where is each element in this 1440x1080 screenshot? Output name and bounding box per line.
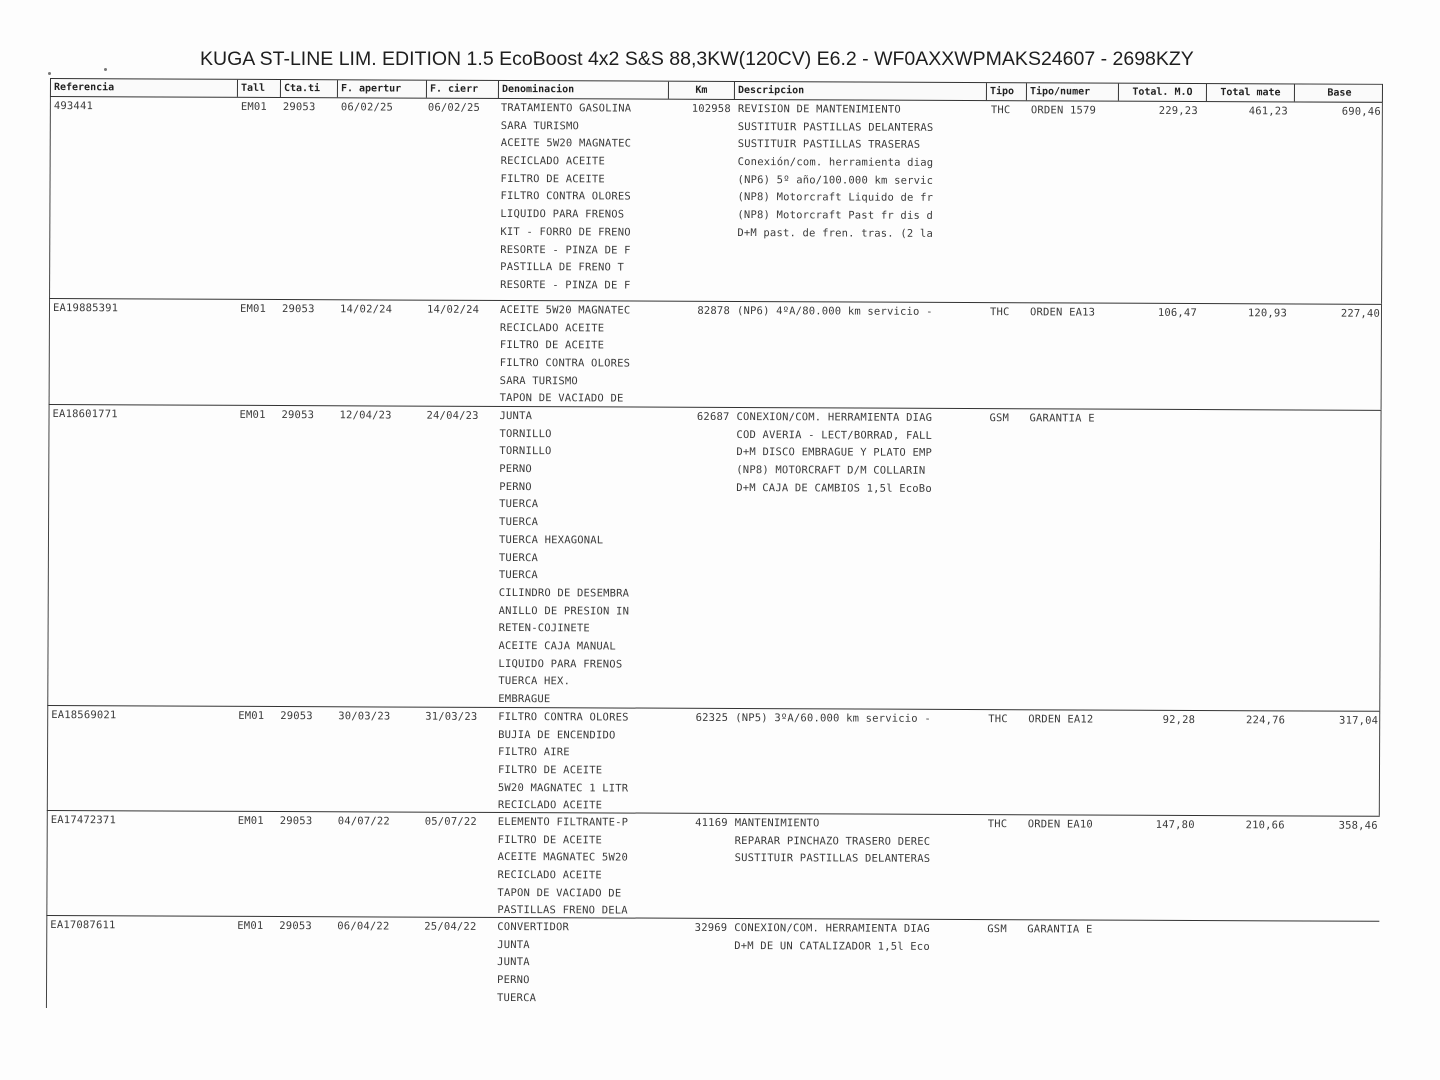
denominacion-item: TRATAMIENTO GASOLINA bbox=[500, 101, 632, 115]
table-row bbox=[47, 405, 1381, 712]
cell-km: 62325 bbox=[695, 711, 729, 724]
descripcion-item: (NP8) Motorcraft Past fr dis d bbox=[737, 209, 934, 222]
cell-taller: EM01 bbox=[240, 100, 267, 113]
cell-km: 41169 bbox=[695, 816, 728, 829]
denominacion-item: TUERCA bbox=[498, 551, 539, 564]
table-row bbox=[46, 811, 1379, 922]
denominacion-item: SARA TURISMO bbox=[499, 374, 578, 388]
descripcion-item: (NP5) 3ºA/60.000 km servicio - bbox=[735, 711, 931, 725]
cell-taller: EM01 bbox=[237, 919, 264, 932]
cell-fecha-apertura: 06/04/22 bbox=[337, 920, 390, 933]
descripcion-item: D+M DE UN CATALIZADOR 1,5l Eco bbox=[734, 939, 930, 953]
cell-cuenta: 29053 bbox=[279, 815, 313, 828]
header-fecha-apertura: F. apertur bbox=[337, 80, 426, 97]
denominacion-item: RESORTE - PINZA DE F bbox=[500, 278, 631, 292]
cell-fecha-apertura: 04/07/22 bbox=[337, 815, 390, 828]
table-row bbox=[49, 299, 1382, 411]
cell-tipo: THC bbox=[987, 818, 1008, 831]
cell-tipo-numero: GARANTIA E bbox=[1029, 412, 1095, 425]
cell-referencia: EA17472371 bbox=[50, 814, 117, 827]
denominacion-item: JUNTA bbox=[497, 938, 530, 951]
cell-taller: EM01 bbox=[238, 709, 265, 722]
cell-descripcion-list bbox=[735, 712, 931, 731]
cell-total-mo: 147,80 bbox=[1155, 818, 1195, 832]
cell-referencia: EA17087611 bbox=[50, 919, 116, 932]
denominacion-item: TORNILLO bbox=[499, 445, 552, 458]
denominacion-item: FILTRO DE ACEITE bbox=[497, 764, 603, 777]
denominacion-item: TUERCA bbox=[498, 569, 539, 582]
cell-base: 690,46 bbox=[1341, 105, 1381, 118]
header-fecha-cierre: F. cierr bbox=[426, 81, 498, 98]
cell-cuenta: 29053 bbox=[281, 303, 315, 316]
denominacion-item: ANILLO DE PRESION IN bbox=[498, 604, 630, 618]
denominacion-item: FILTRO DE ACEITE bbox=[499, 339, 605, 352]
cell-fecha-cierre: 31/03/23 bbox=[425, 710, 478, 723]
denominacion-item: EMBRAGUE bbox=[498, 692, 551, 706]
denominacion-item: BUJIA DE ENCENDIDO bbox=[498, 728, 616, 742]
cell-tipo: GSM bbox=[987, 923, 1007, 936]
denominacion-item: TAPON DE VACIADO DE bbox=[497, 886, 622, 900]
cell-taller: EM01 bbox=[237, 814, 264, 827]
header-base: Base bbox=[1294, 84, 1384, 101]
cell-base: 358,46 bbox=[1338, 819, 1378, 832]
cell-tipo: GSM bbox=[989, 412, 1010, 425]
header-tipo: Tipo bbox=[986, 83, 1026, 100]
descripcion-item: (NP6) 4ºA/80.000 km servicio - bbox=[736, 304, 933, 318]
cell-km: 62687 bbox=[696, 410, 730, 423]
header-cuenta: Cta.ti bbox=[280, 80, 337, 97]
denominacion-item: TUERCA bbox=[499, 516, 539, 529]
cell-cuenta: 29053 bbox=[281, 409, 315, 422]
cell-total-mat: 461,23 bbox=[1248, 105, 1288, 118]
cell-descripcion-list bbox=[737, 103, 933, 245]
descripcion-item: COD AVERIA - LECT/BORRAD, FALL bbox=[736, 428, 933, 442]
cell-cuenta: 29053 bbox=[279, 920, 312, 933]
cell-descripcion-list bbox=[735, 817, 931, 871]
denominacion-item: FILTRO DE ACEITE bbox=[497, 833, 603, 847]
denominacion-item: FILTRO DE ACEITE bbox=[500, 172, 605, 186]
cell-fecha-cierre: 24/04/23 bbox=[426, 409, 479, 422]
descripcion-item: MANTENIMIENTO bbox=[734, 816, 820, 830]
denominacion-item: TORNILLO bbox=[499, 427, 552, 440]
denominacion-item: 5W20 MAGNATEC 1 LITR bbox=[497, 781, 629, 795]
cell-base: 317,04 bbox=[1339, 714, 1379, 727]
cell-denominacion-list bbox=[497, 816, 628, 923]
denominacion-item: CILINDRO DE DESEMBRA bbox=[498, 586, 630, 600]
table-row bbox=[49, 97, 1383, 305]
cell-tipo: THC bbox=[990, 104, 1011, 117]
cell-cuenta: 29053 bbox=[280, 710, 313, 723]
header-km: Km bbox=[668, 82, 734, 99]
cell-tipo-numero: GARANTIA E bbox=[1027, 923, 1093, 936]
denominacion-item: PASTILLAS FRENO DELA bbox=[497, 904, 628, 917]
cell-fecha-apertura: 30/03/23 bbox=[338, 710, 391, 723]
header-taller: Tall bbox=[237, 80, 280, 97]
cell-total-mat: 120,93 bbox=[1247, 307, 1288, 320]
cell-denominacion-list bbox=[498, 711, 629, 818]
scan-specks bbox=[48, 72, 113, 76]
denominacion-item: RECICLADO ACEITE bbox=[500, 155, 606, 168]
cell-taller: EM01 bbox=[239, 302, 267, 315]
page-title: KUGA ST-LINE LIM. EDITION 1.5 EcoBoost 4x2 S&S 88,3KW(120CV) E6.2 - WF0AXXWPMAKS24607 - 2698KZY bbox=[200, 48, 1194, 70]
descripcion-item: CONEXION/COM. HERRAMIENTA DIAG bbox=[736, 410, 933, 424]
cell-fecha-apertura: 06/02/25 bbox=[340, 101, 394, 114]
denominacion-item: ACEITE MAGNATEC 5W20 bbox=[497, 851, 629, 864]
cell-total-mo: 229,23 bbox=[1158, 104, 1198, 118]
cell-taller: EM01 bbox=[239, 408, 266, 421]
descripcion-item: D+M CAJA DE CAMBIOS 1,5l EcoBo bbox=[736, 481, 932, 495]
descripcion-item: CONEXION/COM. HERRAMIENTA DIAG bbox=[734, 921, 930, 935]
denominacion-item: RESORTE - PINZA DE F bbox=[500, 243, 631, 257]
denominacion-item: FILTRO CONTRA OLORES bbox=[499, 357, 631, 370]
cell-tipo-numero: ORDEN EA12 bbox=[1028, 713, 1094, 726]
cell-tipo-numero: ORDEN EA10 bbox=[1027, 818, 1093, 831]
cell-fecha-cierre: 14/02/24 bbox=[426, 303, 480, 316]
descripcion-item: REVISION DE MANTENIMIENTO bbox=[737, 103, 901, 116]
row-right-border bbox=[1379, 411, 1381, 711]
descripcion-item: REPARAR PINCHAZO TRASERO DEREC bbox=[734, 834, 931, 848]
denominacion-item: PERNO bbox=[497, 974, 530, 987]
denominacion-item: KIT - FORRO DE FRENO bbox=[500, 225, 631, 239]
descripcion-item: D+M past. de fren. tras. (2 la bbox=[737, 226, 934, 240]
cell-referencia: EA19885391 bbox=[52, 302, 119, 315]
cell-km: 82878 bbox=[697, 304, 731, 317]
cell-referencia: EA18569021 bbox=[51, 709, 117, 722]
cell-denominacion-list bbox=[498, 410, 630, 711]
denominacion-item: TUERCA bbox=[496, 991, 537, 1004]
header-total-mat: Total mate bbox=[1206, 84, 1294, 101]
cell-fecha-cierre: 25/04/22 bbox=[424, 920, 477, 933]
row-right-border bbox=[1381, 103, 1383, 304]
denominacion-item: TUERCA bbox=[499, 498, 539, 511]
cell-tipo-numero: ORDEN 1579 bbox=[1030, 104, 1097, 117]
table-row bbox=[46, 916, 1379, 1014]
cell-fecha-apertura: 12/04/23 bbox=[339, 409, 392, 422]
cell-referencia: EA18601771 bbox=[52, 408, 118, 421]
denominacion-item: ACEITE 5W20 MAGNATEC bbox=[500, 137, 632, 150]
cell-fecha-cierre: 05/07/22 bbox=[424, 815, 477, 828]
cell-tipo: THC bbox=[988, 713, 1008, 726]
denominacion-item: JUNTA bbox=[497, 956, 530, 969]
denominacion-item: ACEITE 5W20 MAGNATEC bbox=[499, 303, 631, 317]
descripcion-item: (NP6) 5º año/100.000 km servic bbox=[737, 173, 934, 187]
descripcion-item: SUSTITUIR PASTILLAS DELANTERAS bbox=[734, 852, 931, 866]
row-right-border bbox=[1379, 712, 1380, 816]
descripcion-item: (NP8) Motorcraft Liquido de fr bbox=[737, 191, 934, 205]
cell-total-mo: 92,28 bbox=[1162, 713, 1196, 727]
descripcion-item: (NP8) MOTORCRAFT D/M COLLARIN bbox=[736, 464, 926, 477]
descripcion-item: D+M DISCO EMBRAGUE Y PLATO EMP bbox=[736, 446, 933, 460]
denominacion-item: CONVERTIDOR bbox=[497, 920, 570, 934]
descripcion-item: SUSTITUIR PASTILLAS TRASERAS bbox=[737, 138, 921, 152]
denominacion-item: FILTRO AIRE bbox=[498, 746, 570, 759]
header-referencia: Referencia bbox=[53, 82, 115, 94]
denominacion-item: ACEITE CAJA MANUAL bbox=[498, 639, 616, 653]
header-tipo-numero: Tipo/numer bbox=[1026, 83, 1118, 100]
denominacion-item: TAPON DE VACIADO DE bbox=[499, 392, 624, 405]
header-descripcion: Descripcion bbox=[734, 82, 986, 100]
cell-total-mat: 224,76 bbox=[1246, 714, 1286, 727]
denominacion-item: TUERCA HEXAGONAL bbox=[498, 533, 604, 547]
cell-descripcion-list bbox=[737, 305, 933, 324]
denominacion-item: SARA TURISMO bbox=[500, 119, 580, 132]
denominacion-item: RECICLADO ACEITE bbox=[499, 321, 605, 335]
denominacion-item: FILTRO CONTRA OLORES bbox=[500, 190, 631, 203]
cell-referencia: 493441 bbox=[53, 100, 94, 113]
header-denominacion: Denominacion bbox=[498, 81, 668, 99]
cell-denominacion-list bbox=[497, 921, 569, 1010]
denominacion-item: JUNTA bbox=[499, 409, 533, 423]
denominacion-item: RECICLADO ACEITE bbox=[497, 799, 603, 812]
cell-total-mo: 106,47 bbox=[1157, 306, 1198, 320]
cell-denominacion-list bbox=[500, 102, 631, 297]
cell-tipo: THC bbox=[989, 306, 1010, 319]
cell-denominacion-list bbox=[500, 304, 631, 411]
cell-total-mat: 210,66 bbox=[1245, 819, 1285, 832]
denominacion-item: LIQUIDO PARA FRENOS bbox=[500, 208, 625, 221]
cell-fecha-cierre: 06/02/25 bbox=[427, 101, 481, 114]
cell-cuenta: 29053 bbox=[282, 101, 316, 114]
cell-descripcion-list bbox=[734, 922, 930, 958]
cell-km: 102958 bbox=[691, 102, 731, 115]
denominacion-item: FILTRO CONTRA OLORES bbox=[498, 710, 629, 724]
denominacion-item: RETEN-COJINETE bbox=[498, 622, 590, 635]
descripcion-item: SUSTITUIR PASTILLAS DELANTERAS bbox=[737, 120, 934, 134]
cell-tipo-numero: ORDEN EA13 bbox=[1029, 306, 1096, 319]
table-row bbox=[47, 706, 1380, 817]
denominacion-item: ELEMENTO FILTRANTE-P bbox=[497, 815, 629, 829]
service-history-table bbox=[46, 78, 1385, 1014]
cell-descripcion-list bbox=[736, 411, 932, 500]
denominacion-item: PASTILLA DE FRENO T bbox=[500, 261, 625, 274]
row-right-border bbox=[1381, 305, 1382, 410]
denominacion-item: RECICLADO ACEITE bbox=[497, 869, 602, 882]
denominacion-item: LIQUIDO PARA FRENOS bbox=[498, 657, 623, 671]
header-total-mo: Total. M.O bbox=[1118, 84, 1206, 101]
cell-km: 32969 bbox=[694, 921, 728, 934]
denominacion-item: TUERCA HEX. bbox=[498, 675, 571, 688]
descripcion-item: Conexión/com. herramienta diag bbox=[737, 156, 934, 169]
cell-fecha-apertura: 14/02/24 bbox=[339, 303, 393, 316]
denominacion-item: PERNO bbox=[499, 463, 532, 476]
denominacion-item: PERNO bbox=[499, 480, 532, 493]
cell-base: 227,40 bbox=[1340, 307, 1381, 320]
